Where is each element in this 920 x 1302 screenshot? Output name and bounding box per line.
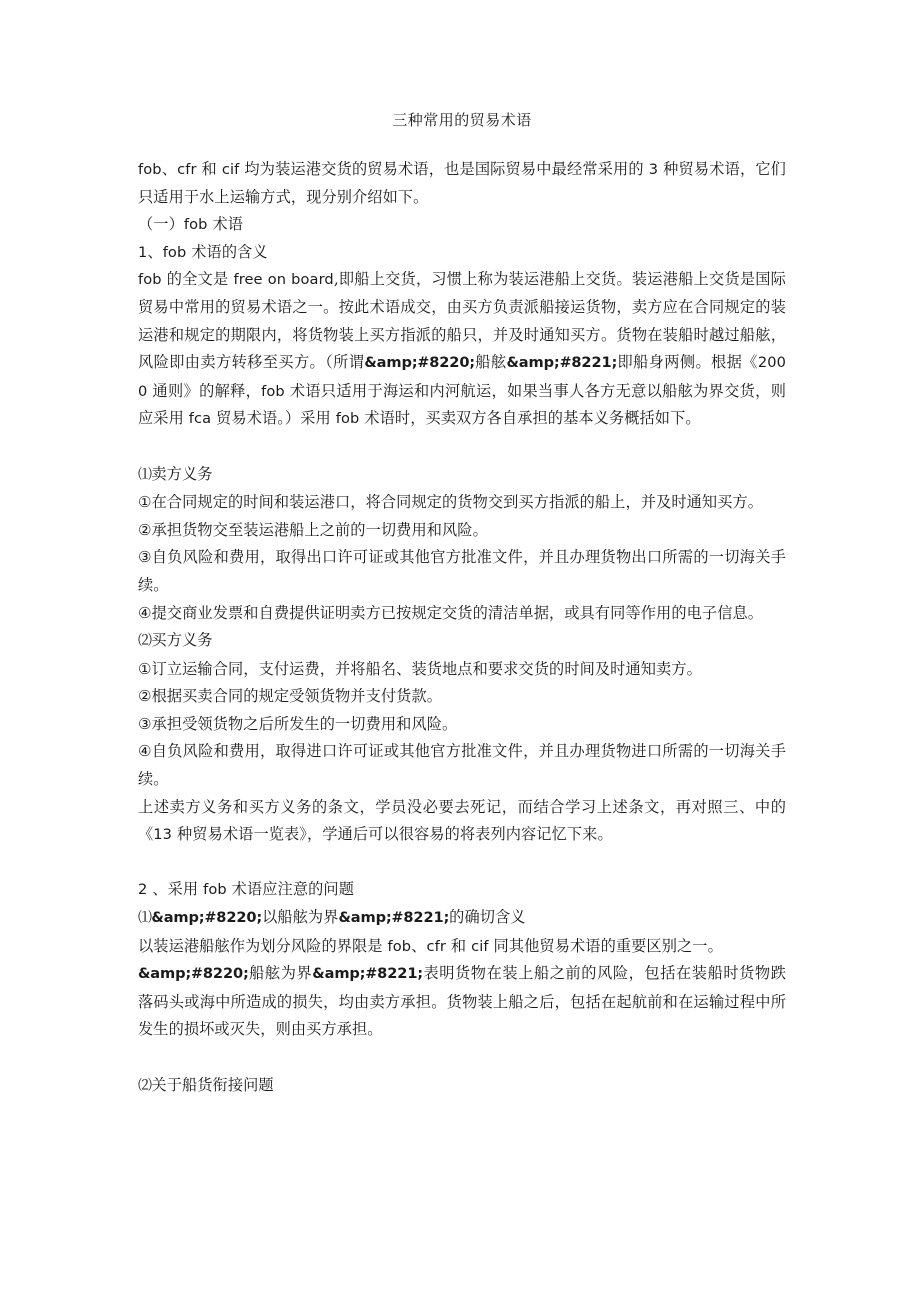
paragraph-spacer [138, 1044, 786, 1072]
heading-buyer-duties: ⑵买方义务 [138, 631, 213, 650]
heading-note-one: ⑴&amp;#8220;以船舷为界&amp;#8221;的确切含义 [138, 908, 526, 927]
paragraph-fob-definition: fob 的全文是 free on board,即船上交货，习惯上称为装运港船上交货。装运港船上交货是国际贸易中常用的贸易术语之一。按此术语成交，由买方负责派船接运货物，卖方应在合同规定的装运港和规定的期限内，将货物装上买方指派的船只，并及时通知买方。货物在装船时越过船舷，风险即由卖方转移至买方。（所谓&amp;#8220;船舷&amp;#8221;即船身两侧。根据《2000 通则》的解释，fob 术语只适用于海运和内河航运，如果当事人各方无意以船舷为界交货，则应采用 fca 贸易术语。）采用 fob 术语时，买卖双方各自承担的基本义务概括如下。 [138, 270, 787, 428]
heading-note-two: ⑵关于船货衔接问题 [138, 1075, 274, 1094]
heading-subsection-one: 1、fob 术语的含义 [138, 242, 268, 261]
list-item-buyer-duty-2: ②根据买卖合同的规定受领货物并支付货款。 [138, 687, 443, 706]
heading-section-one: （一）fob 术语 [138, 215, 244, 234]
heading-seller-duties: ⑴卖方义务 [138, 464, 213, 483]
paragraph-note-one-b: &amp;#8220;船舷为界&amp;#8221;表明货物在装上船之前的风险，包括在装船时货物跌落码头或海中所造成的损失，均由卖方承担。货物装上船之后，包括在起航前和在运输过程中所发生的损坏或灭失，则由买方承担。 [138, 964, 786, 1039]
paragraph-intro: fob、cfr 和 cif 均为装运港交货的贸易术语，也是国际贸易中最经常采用的 3 种贸易术语，它们只适用于水上运输方式，现分别介绍如下。 [138, 160, 786, 206]
heading-subsection-two: 2 、采用 fob 术语应注意的问题 [138, 880, 354, 899]
paragraph-study-note: 上述卖方义务和买方义务的条文，学员没必要去死记，而结合学习上述条文，再对照三、中的《13 种贸易术语一览表》，学通后可以很容易的将表列内容记忆下来。 [138, 797, 786, 844]
list-item-buyer-duty-3: ③承担受领货物之后所发生的一切费用和风险。 [138, 714, 458, 733]
list-item-seller-duty-4: ④提交商业发票和自费提供证明卖方已按规定交货的清洁单据，或具有同等作用的电子信息。 [138, 603, 764, 622]
list-item-seller-duty-1: ①在合同规定的时间和装运港口，将合同规定的货物交到买方指派的船上，并及时通知买方。 [138, 493, 764, 512]
paragraph-spacer [138, 849, 786, 877]
page-title: 三种常用的贸易术语 [392, 111, 532, 129]
paragraph-spacer [138, 433, 786, 461]
paragraph-note-one-a: 以装运港船舷作为划分风险的界限是 fob、cfr 和 cif 同其他贸易术语的重要区别之一。 [138, 936, 723, 955]
list-item-buyer-duty-4: ④自负风险和费用，取得进口许可证或其他官方批准文件，并且办理货物进口所需的一切海关手续。 [138, 742, 786, 789]
list-item-seller-duty-3: ③自负风险和费用，取得出口许可证或其他官方批准文件，并且办理货物出口所需的一切海关手续。 [138, 548, 786, 594]
list-item-seller-duty-2: ②承担货物交至装运港船上之前的一切费用和风险。 [138, 520, 488, 539]
document-body [138, 106, 786, 1100]
list-item-buyer-duty-1: ①订立运输合同，支付运费，并将船名、装货地点和要求交货的时间及时通知卖方。 [138, 659, 702, 678]
